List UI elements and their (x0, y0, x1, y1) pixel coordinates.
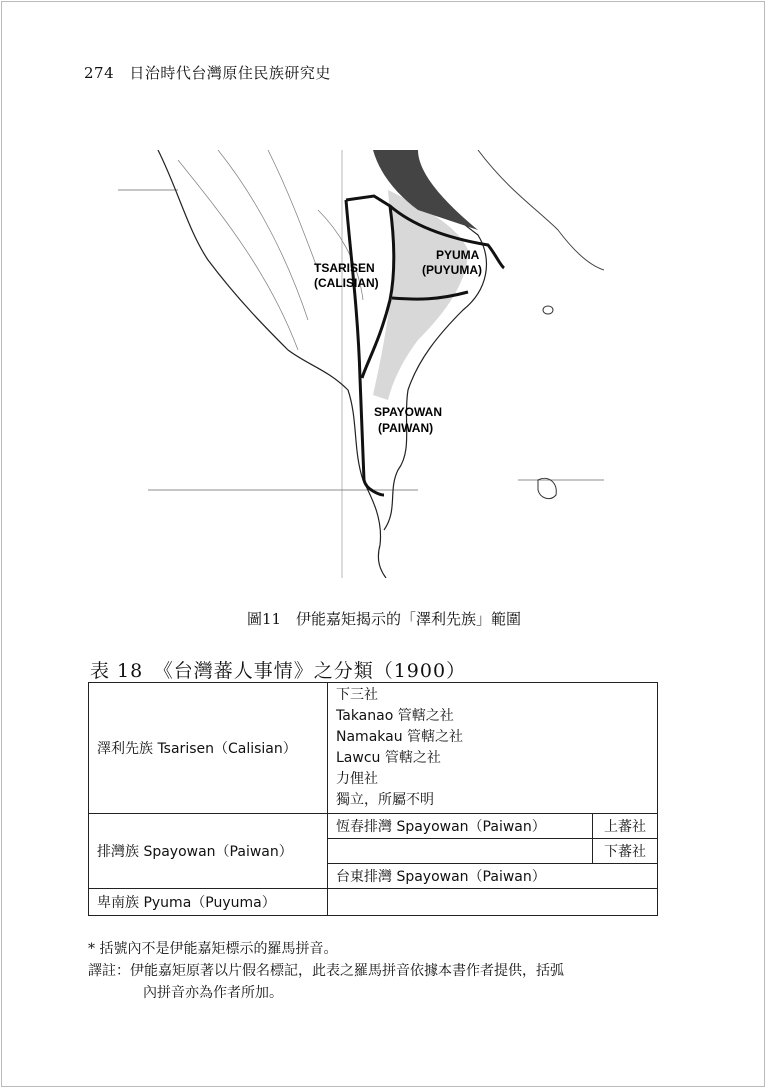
translator-note: 譯註：伊能嘉矩原著以片假名標記，此表之羅馬拼音依據本書作者提供，括弧 (88, 963, 564, 979)
list-item: 下三社 (336, 687, 378, 703)
label-spayowan: SPAYOWAN (374, 405, 443, 419)
list-item: Namakau 管轄之社 (336, 729, 464, 745)
list-item: Lawcu 管轄之社 (336, 750, 441, 766)
label-pyuma: PYUMA (436, 248, 480, 262)
table-row (89, 889, 658, 916)
footnote: * 括號內不是伊能嘉矩標示的羅馬拼音。 (88, 941, 338, 957)
figure-caption: 圖11 伊能嘉矩揭示的「澤利先族」範圍 (246, 610, 522, 628)
list-item: Takanao 管轄之社 (336, 708, 454, 724)
list-item: 獨立，所屬不明 (336, 792, 434, 808)
running-head (84, 62, 331, 83)
page-number: 274 (84, 64, 115, 82)
sub-label (328, 839, 593, 864)
sub-label: 台東排灣 Spayowan（Paiwan） (328, 864, 658, 889)
classification-table (88, 682, 658, 916)
group-items (328, 683, 658, 814)
sub-category: 上蕃社 (593, 814, 658, 839)
sub-label: 恆春排灣 Spayowan（Paiwan） (328, 814, 593, 839)
group-name: 卑南族 Pyuma（Puyuma） (89, 889, 328, 916)
table-row (89, 683, 658, 814)
label-puyuma: (PUYUMA) (422, 263, 482, 277)
notes (88, 938, 678, 1004)
table-row (89, 814, 658, 839)
book-title: 日治時代台灣原住民族研究史 (129, 64, 331, 82)
table-title: 表 18 《台灣蕃人事情》之分類（1900） (90, 660, 467, 682)
label-paiwan: (PAIWAN) (378, 421, 434, 435)
group-items (328, 889, 658, 916)
label-tsarisen: TSARISEN (314, 261, 375, 275)
label-calisian: (CALISIAN) (314, 276, 379, 290)
list-item: 力俚社 (336, 771, 378, 787)
group-name: 澤利先族 Tsarisen（Calisian） (89, 683, 328, 814)
translator-note-cont: 內拼音亦為作者所加。 (143, 985, 283, 1001)
sub-category: 下蕃社 (593, 839, 658, 864)
map-figure (118, 150, 604, 578)
group-name: 排灣族 Spayowan（Paiwan） (89, 814, 328, 889)
